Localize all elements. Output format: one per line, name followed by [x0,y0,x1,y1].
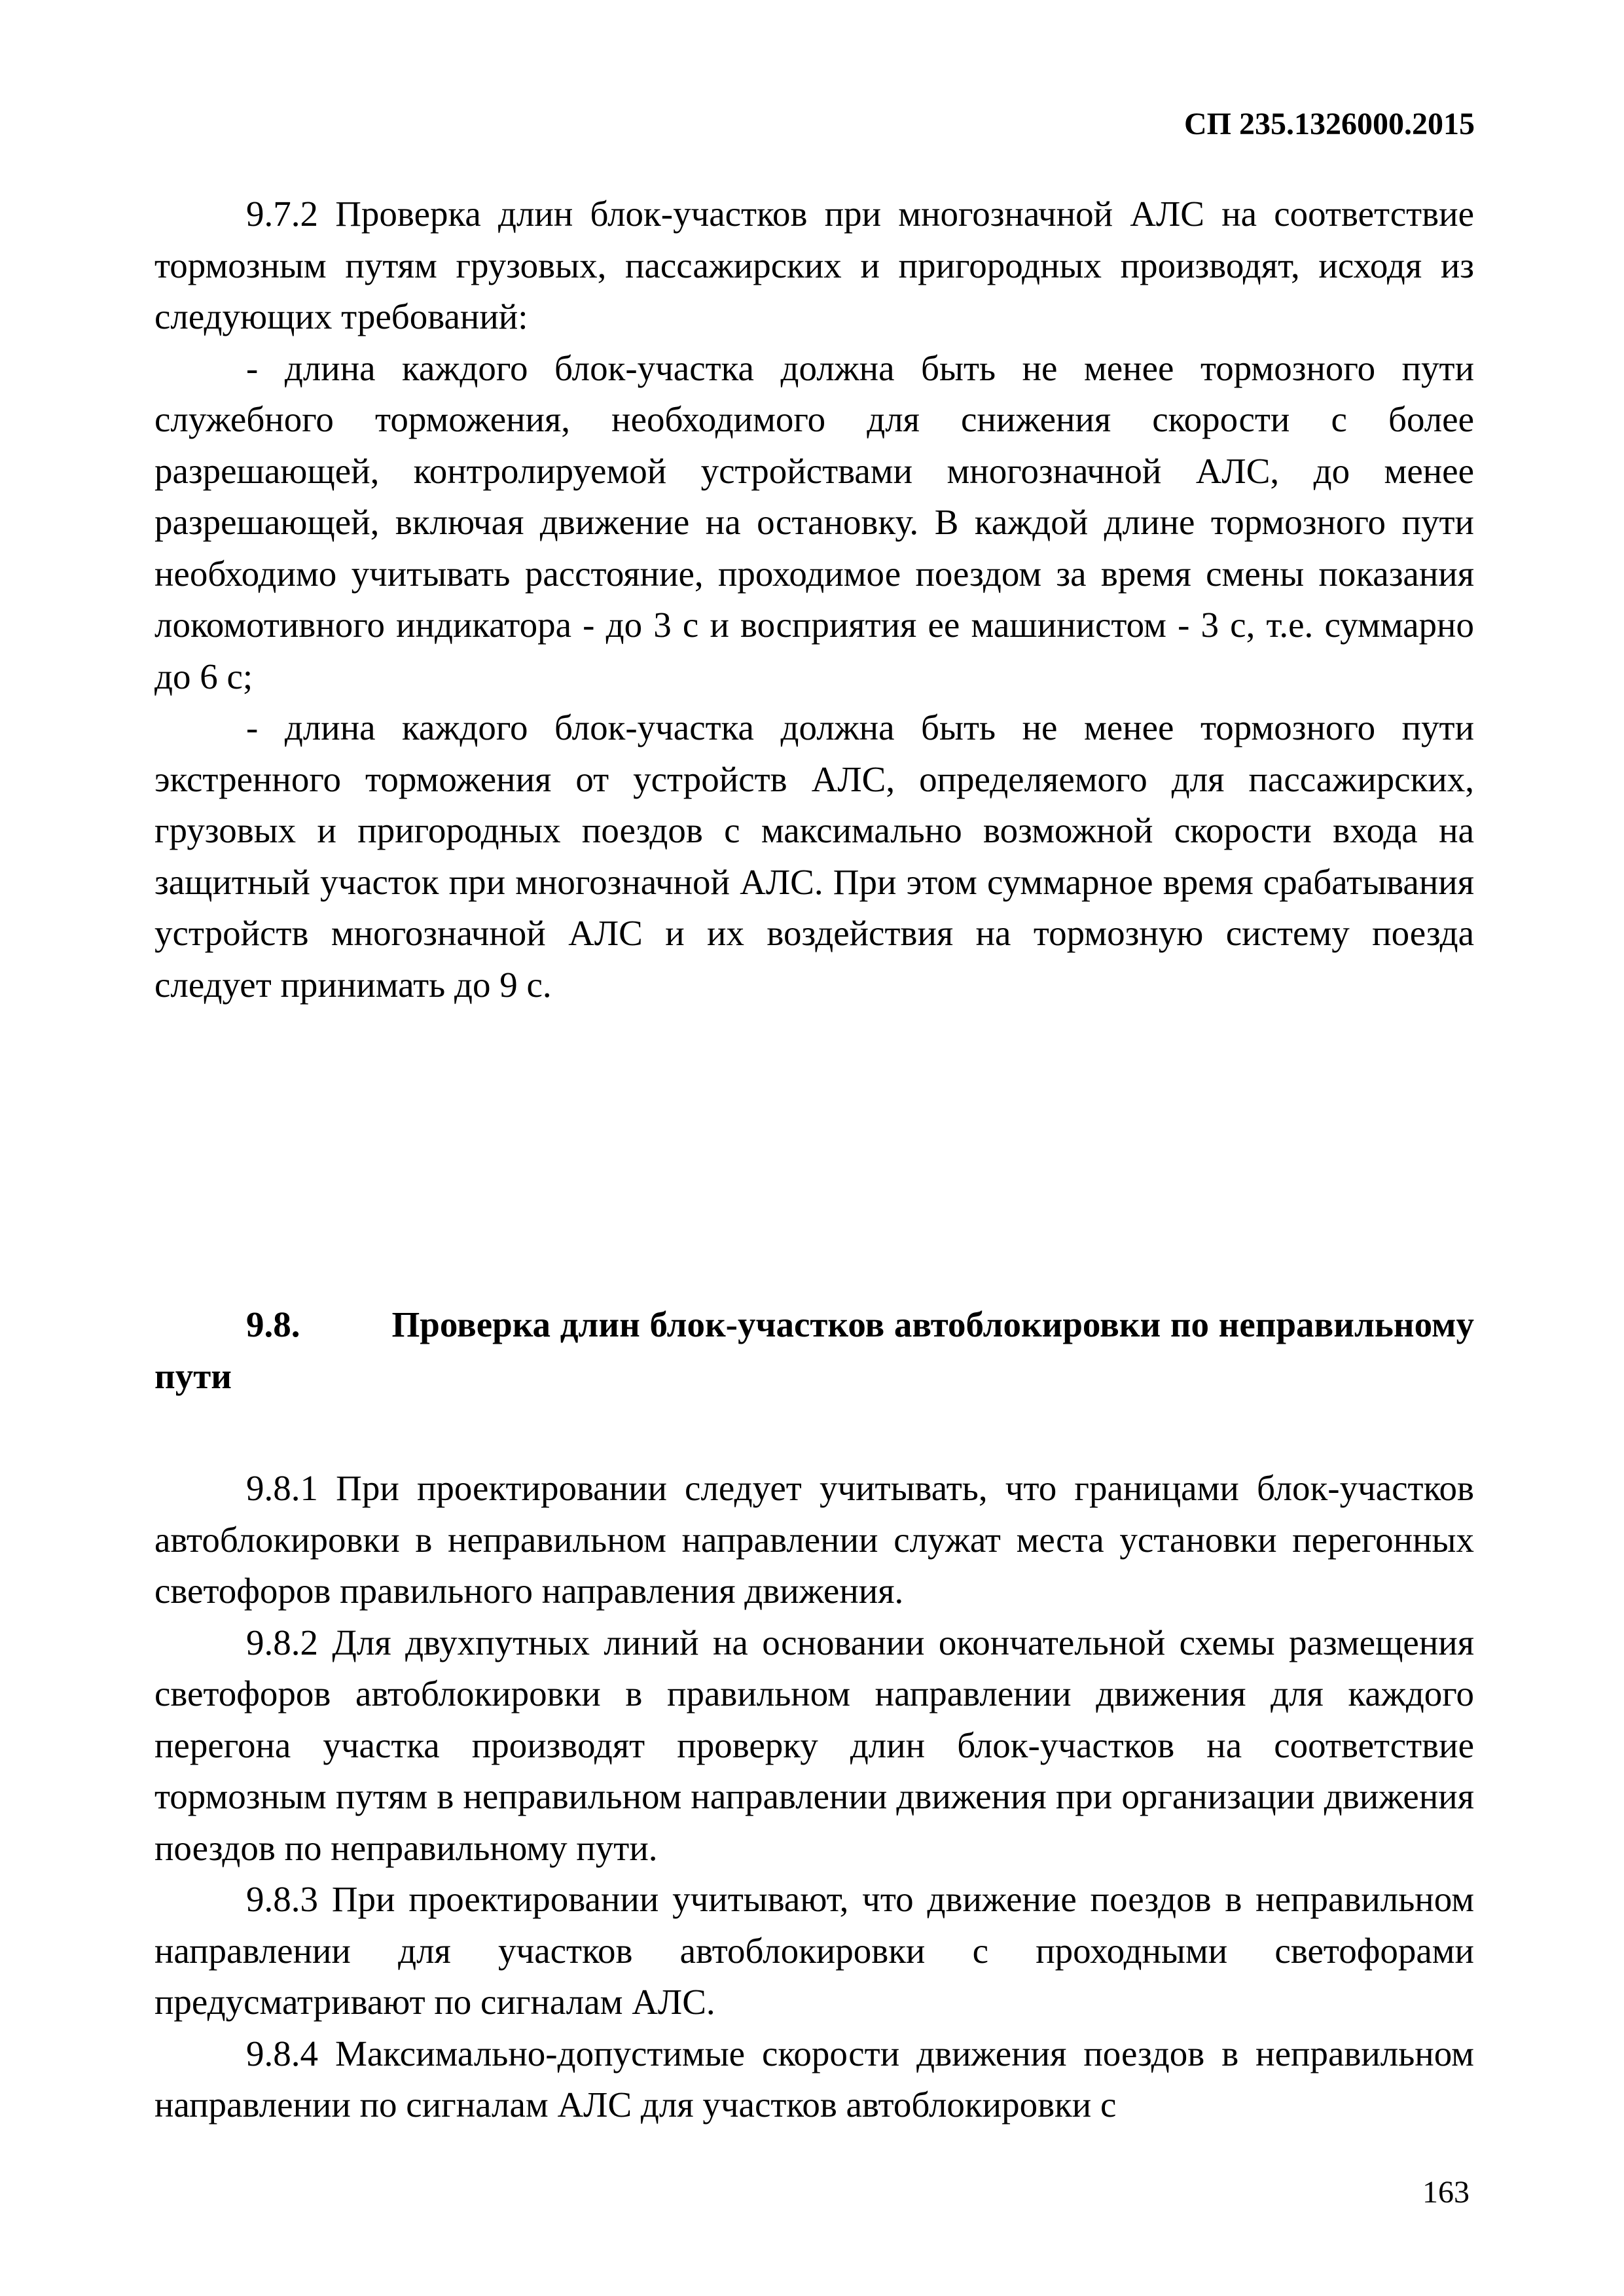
document-code-header: СП 235.1326000.2015 [1184,107,1475,141]
page-number: 163 [1422,2175,1470,2210]
section-9-8-heading [154,1299,1474,1402]
paragraph-9-8-2: 9.8.2 Для двухпутных линий на основании окончательной схемы размещения светофоров автоблокировки в правильном направлении движения для каждого перегона участка производят проверку длин блок-участков на соответствие тормозным путям в неправильном направлении движения при организации движения поездов по неправильному пути. [154,1622,1474,1868]
section-9-8-body [154,1463,1474,2131]
section-9-8-number: 9.8. [246,1304,300,1344]
section-9-8-title: Проверка длин блок-участков автоблокировки по неправильному пути [154,1304,1474,1396]
paragraph-9-8-1: 9.8.1 При проектировании следует учитывать, что границами блок-участков автоблокировки в неправильном направлении служат места установки перегонных светофоров правильного направления движения. [154,1468,1474,1611]
paragraph-9-8-3: 9.8.3 При проектировании учитывают, что движение поездов в неправильном направлении для участков автоблокировки с проходными светофорами предусматривают по сигналам АЛС. [154,1879,1474,2022]
list-item-emergency-braking: - длина каждого блок-участка должна быть не менее тормозного пути экстренного торможения от устройств АЛС, определяемого для пассажирских, грузовых и пригородных поездов с максимально возможной скорости входа на защитный участок при многозначной АЛС. При этом суммарное время срабатывания устройств многозначной АЛС и их воздействия на тормозную систему поезда следует принимать до 9 с. [154,708,1474,1005]
section-9-7-body [154,188,1474,1011]
paragraph-9-7-2: 9.7.2 Проверка длин блок-участков при многозначной АЛС на соответствие тормозным путям грузовых, пассажирских и пригородных производят, исходя из следующих требований: [154,194,1474,336]
list-item-service-braking: - длина каждого блок-участка должна быть не менее тормозного пути служебного торможения, необходимого для снижения скорости с более разрешающей, контролируемой устройствами многозначной АЛС, до менее разрешающей, включая движение на остановку. В каждой длине тормозного пути необходимо учитывать расстояние, проходимое поездом за время смены показания локомотивного индикатора - до 3 с и восприятия ее машинистом - 3 с, т.е. суммарно до 6 с; [154,348,1474,696]
paragraph-9-8-4: 9.8.4 Максимально-допустимые скорости движения поездов в неправильном направлении по сигналам АЛС для участков автоблокировки с [154,2033,1474,2125]
